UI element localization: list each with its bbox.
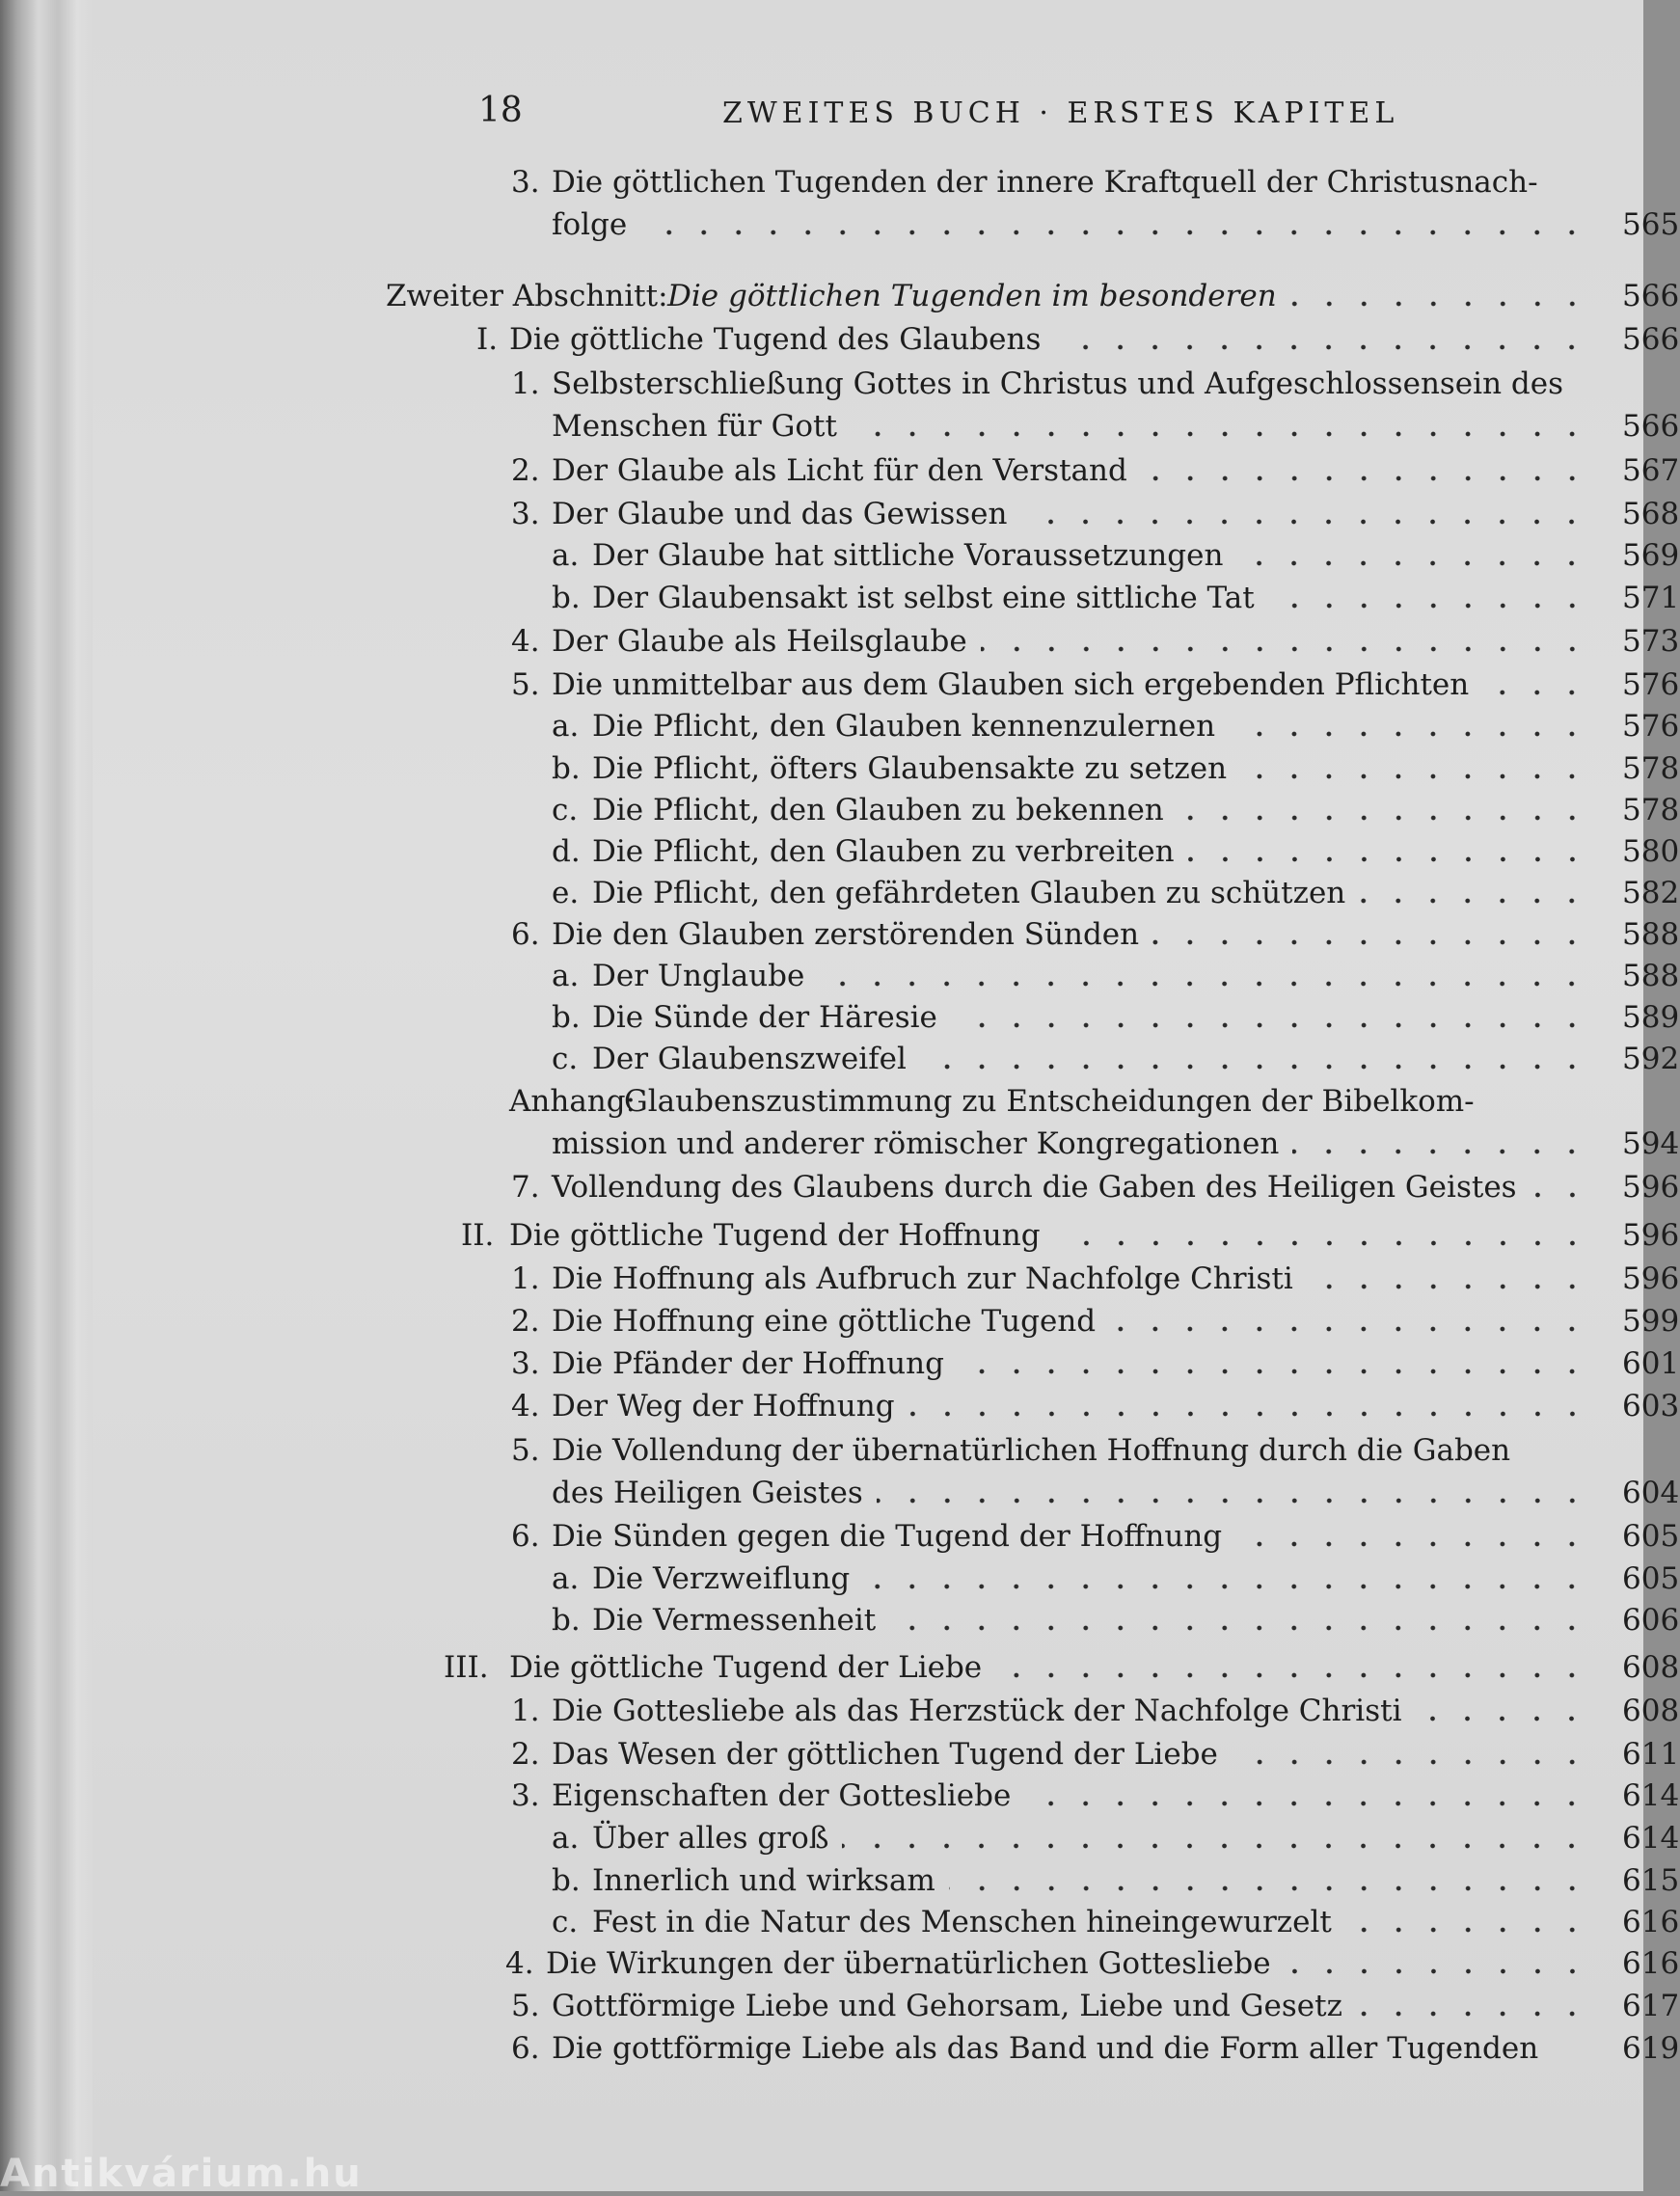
toc-entry-number: II. (461, 1218, 495, 1253)
toc-entry (93, 2027, 1680, 2070)
toc-page-number: 566 (1622, 409, 1680, 444)
toc-entry (93, 620, 1680, 663)
toc-entry-title: Menschen für Gott (552, 409, 837, 444)
toc-entry (93, 405, 1680, 447)
toc-entry-title: Das Wesen der göttlichen Tugend der Liebe (552, 1737, 1218, 1772)
toc-page-number: 617 (1622, 1989, 1680, 2023)
leader-dots (1482, 664, 1591, 706)
toc-entry-title: Der Glaube als Licht für den Verstand (552, 453, 1127, 488)
toc-entry-number: 1. (511, 1261, 540, 1296)
toc-entry (93, 1599, 1680, 1641)
leader-dots (1356, 1985, 1591, 2027)
toc-entry-title: Die den Glauben zerstörenden Sünden (552, 917, 1140, 952)
toc-entry (93, 789, 1680, 831)
toc-entry-title: Die Verzweiflung (592, 1561, 851, 1596)
leader-dots (818, 955, 1591, 997)
toc-entry (93, 747, 1680, 790)
leader-dots (1345, 1901, 1591, 1943)
toc-page-number: 604 (1622, 1476, 1680, 1510)
toc-entry-number: 1. (511, 1694, 540, 1728)
leader-dots (949, 1859, 1591, 1902)
toc-entry (93, 1123, 1680, 1165)
toc-page-number: 608 (1622, 1694, 1680, 1728)
toc-entry (93, 1558, 1680, 1600)
toc-entry (93, 1515, 1680, 1558)
leader-dots (889, 1599, 1591, 1641)
leader-dots (1020, 493, 1591, 535)
toc-entry-number: Zweiter Abschnitt: (386, 279, 668, 313)
toc-entry (93, 872, 1680, 914)
toc-entry-number: 4. (511, 1389, 540, 1423)
leader-dots (1188, 830, 1591, 873)
toc-entry-number: a. (552, 959, 580, 993)
leader-dots (1268, 577, 1591, 619)
toc-entry (93, 1985, 1680, 2027)
toc-entry (93, 705, 1680, 747)
toc-page-number: 589 (1622, 1000, 1680, 1035)
toc-entry-title: Eigenschaften der Gottesliebe (552, 1778, 1012, 1813)
toc-entry-title: Der Glaube und das Gewissen (552, 497, 1008, 531)
page-header (478, 91, 1680, 139)
toc-entry-title: Die göttliche Tugend der Liebe (509, 1650, 983, 1685)
toc-page-number: 588 (1622, 917, 1680, 952)
toc-page-number: 568 (1622, 497, 1680, 531)
leader-dots (981, 620, 1591, 663)
leader-dots (1152, 913, 1591, 956)
leader-dots (1109, 1300, 1591, 1342)
toc-entry-title: Der Weg der Hoffnung (552, 1389, 895, 1423)
leader-dots (958, 1342, 1591, 1385)
leader-dots (1024, 1775, 1591, 1817)
toc-entry-number: 3. (511, 165, 540, 200)
toc-entry-title: Der Glaube hat sittliche Voraussetzungen (592, 538, 1224, 573)
toc-page-number: 596 (1622, 1170, 1680, 1205)
toc-entry-number: 3. (511, 1778, 540, 1813)
toc-entry (93, 830, 1680, 873)
toc-page-number: 596 (1622, 1261, 1680, 1296)
book-gutter-shadow (0, 0, 93, 2191)
toc-entry (93, 1817, 1680, 1859)
toc-entry-number: 7. (511, 1170, 540, 1205)
toc-entry-number: b. (552, 1863, 581, 1898)
toc-entry (93, 318, 1680, 361)
leader-dots (1415, 1690, 1591, 1732)
toc-entry-title: Die Hoffnung als Aufbruch zur Nachfolge Christi (552, 1261, 1293, 1296)
toc-entry (93, 493, 1680, 535)
toc-page-number: 619 (1622, 2031, 1680, 2066)
toc-page-number: 578 (1622, 751, 1680, 786)
page-number: 18 (478, 91, 523, 130)
toc-entry (93, 1038, 1680, 1080)
toc-page-number: 573 (1622, 624, 1680, 659)
toc-page-number: 576 (1622, 709, 1680, 744)
toc-entry-title: Der Glaubenszweifel (592, 1042, 907, 1076)
leader-dots (1229, 705, 1591, 747)
toc-entry-number: 3. (511, 497, 540, 531)
book-page (93, 0, 1680, 2191)
toc-entry-title: Die göttliche Tugend des Glaubens (509, 322, 1042, 357)
toc-entry-number: a. (552, 1561, 580, 1596)
toc-entry-title: Die Pflicht, den Glauben zu verbreiten (592, 834, 1175, 869)
toc-entry (93, 1646, 1680, 1689)
toc-page-number: 580 (1622, 834, 1680, 869)
toc-entry-title: Fest in die Natur des Menschen hineingewurzelt (592, 1905, 1332, 1939)
toc-entry-number: c. (552, 1905, 579, 1939)
toc-entry-number: 3. (511, 1346, 540, 1381)
toc-entry-number: b. (552, 1000, 581, 1035)
leader-dots (1235, 1515, 1591, 1558)
toc-entry-number: 4. (505, 1946, 534, 1981)
toc-page-number: 596 (1622, 1218, 1680, 1253)
toc-entry-number: I. (476, 322, 499, 357)
toc-entry-number: a. (552, 538, 580, 573)
toc-entry-number: c. (552, 793, 579, 827)
leader-dots (1290, 275, 1591, 317)
toc-page-number: 578 (1622, 793, 1680, 827)
toc-entry (93, 1385, 1680, 1427)
toc-entry-number: c. (552, 1042, 579, 1076)
leader-dots (877, 1472, 1591, 1514)
toc-entry-title: Die Pflicht, den gefährdeten Glauben zu schützen (592, 876, 1346, 910)
leader-dots (1232, 1733, 1591, 1776)
toc-entry (93, 203, 1680, 246)
toc-entry-title: Die Pfänder der Hoffnung (552, 1346, 944, 1381)
toc-entry-number: a. (552, 1821, 580, 1856)
toc-entry-title: Der Unglaube (592, 959, 805, 993)
toc-entry-number: Anhang: (509, 1084, 637, 1119)
toc-entry-title: Die Sünde der Häresie (592, 1000, 937, 1035)
toc-page-number: 608 (1622, 1650, 1680, 1685)
toc-entry-number: 2. (511, 453, 540, 488)
toc-entry (93, 1690, 1680, 1732)
leader-dots (1054, 1214, 1591, 1257)
toc-entry-number: a. (552, 709, 580, 744)
leader-dots (842, 1817, 1591, 1859)
toc-entry (93, 913, 1680, 956)
toc-entry-number: d. (552, 834, 581, 869)
toc-entry-title: mission und anderer römischer Kongregationen (552, 1126, 1280, 1161)
toc-entry-number: 2. (511, 1737, 540, 1772)
toc-entry (93, 363, 1674, 405)
leader-dots (1531, 1166, 1591, 1208)
toc-entry-title: Der Glaubensakt ist selbst eine sittliche Tat (592, 581, 1255, 615)
leader-dots (1178, 789, 1591, 831)
toc-entry-number: 6. (511, 2031, 540, 2066)
toc-entry-title: Die Sünden gegen die Tugend der Hoffnung (552, 1519, 1223, 1554)
toc-page-number: 615 (1622, 1863, 1680, 1898)
leader-dots (1307, 1258, 1591, 1300)
leader-dots (1054, 318, 1591, 361)
watermark: Antikvárium.hu (0, 2152, 363, 2196)
leader-dots (1236, 534, 1591, 577)
leader-dots (863, 1558, 1591, 1600)
toc-entry-number: III. (444, 1650, 489, 1685)
toc-page-number: 616 (1622, 1946, 1680, 1981)
toc-entry-title: Der Glaube als Heilsglaube (552, 624, 967, 659)
toc-entry-title: Die gottförmige Liebe als das Band und die Form aller Tugenden (552, 2031, 1539, 2066)
leader-dots (1359, 872, 1591, 914)
toc-entry (93, 1080, 1674, 1123)
toc-entry (93, 275, 1680, 317)
toc-entry-number: 6. (511, 1519, 540, 1554)
toc-entry-number: 5. (511, 1433, 540, 1468)
toc-page-number: 605 (1622, 1561, 1680, 1596)
leader-dots (951, 996, 1591, 1039)
toc-entry-number: b. (552, 1603, 581, 1638)
toc-entry (93, 1258, 1680, 1300)
toc-entry-title: Über alles groß (592, 1821, 829, 1856)
leader-dots (1292, 1123, 1591, 1165)
leader-dots (1240, 747, 1591, 790)
leader-dots (920, 1038, 1591, 1080)
toc-entry-title: des Heiligen Geistes (552, 1476, 863, 1510)
toc-page-number: 566 (1622, 322, 1680, 357)
leader-dots (851, 405, 1591, 447)
toc-entry (93, 1775, 1680, 1817)
toc-page-number: 606 (1622, 1603, 1680, 1638)
toc-entry-number: 5. (511, 1989, 540, 2023)
toc-entry-title: Die Pflicht, den Glauben zu bekennen (592, 793, 1164, 827)
leader-dots (640, 203, 1591, 246)
leader-dots (995, 1646, 1591, 1689)
toc-entry-number: 4. (511, 624, 540, 659)
toc-entry-number: 1. (511, 366, 540, 401)
toc-entry (93, 1214, 1680, 1257)
toc-page-number: 592 (1622, 1042, 1680, 1076)
toc-entry (93, 1472, 1680, 1514)
toc-entry (93, 1942, 1680, 1985)
toc-entry (93, 1342, 1680, 1385)
toc-entry (93, 1166, 1680, 1208)
toc-page-number: 605 (1622, 1519, 1680, 1554)
toc-entry-title: folge (552, 207, 628, 242)
toc-entry-title: Selbsterschließung Gottes in Christus und Aufgeschlossensein des (552, 366, 1563, 401)
toc-page-number: 567 (1622, 453, 1680, 488)
toc-entry (93, 1901, 1680, 1943)
toc-entry-title: Innerlich und wirksam (592, 1863, 935, 1898)
toc-entry-title: Die unmittelbar aus dem Glauben sich ergebenden Pflichten (552, 667, 1470, 702)
toc-entry-number: e. (552, 876, 580, 910)
toc-page-number: 588 (1622, 959, 1680, 993)
leader-dots (1285, 1942, 1591, 1985)
toc-entry-title: Die Pflicht, den Glauben kennenzulernen (592, 709, 1216, 744)
toc-page-number: 594 (1622, 1126, 1680, 1161)
toc-entry (93, 161, 1674, 203)
toc-page-number: 616 (1622, 1905, 1680, 1939)
toc-page-number: 599 (1622, 1304, 1680, 1339)
toc-entry (93, 1300, 1680, 1342)
toc-entry-number: 6. (511, 917, 540, 952)
toc-entry (93, 1429, 1674, 1472)
toc-entry (93, 1733, 1680, 1776)
toc-entry (93, 955, 1680, 997)
toc-page-number: 603 (1622, 1389, 1680, 1423)
toc-entry (93, 449, 1680, 492)
toc-entry (93, 664, 1680, 706)
toc-entry-number: b. (552, 581, 581, 615)
toc-entry-title: Die Hoffnung eine göttliche Tugend (552, 1304, 1097, 1339)
toc-page-number: 569 (1622, 538, 1680, 573)
toc-page-number: 614 (1622, 1778, 1680, 1813)
toc-page-number: 566 (1622, 279, 1680, 313)
toc-entry-title: Vollendung des Glaubens durch die Gaben des Heiligen Geistes (552, 1170, 1517, 1205)
toc-entry (93, 534, 1680, 577)
toc-entry-title: Die Pflicht, öfters Glaubensakte zu setzen (592, 751, 1228, 786)
toc-entry-title: Die Vollendung der übernatürlichen Hoffnung durch die Gaben (552, 1433, 1511, 1468)
running-title: ZWEITES BUCH · ERSTES KAPITEL (722, 96, 1399, 130)
toc-entry-number: 5. (511, 667, 540, 702)
toc-page-number: 565 (1622, 207, 1680, 242)
toc-entry-title: Gottförmige Liebe und Gehorsam, Liebe und Gesetz (552, 1989, 1342, 2023)
toc-entry-title: Die Vermessenheit (592, 1603, 877, 1638)
toc-page-number: 601 (1622, 1346, 1680, 1381)
toc-entry-title: Die göttlichen Tugenden im besonderen (667, 279, 1277, 313)
toc-page-number: 614 (1622, 1821, 1680, 1856)
toc-page-number: 571 (1622, 581, 1680, 615)
toc-page-number: 576 (1622, 667, 1680, 702)
toc-entry (93, 996, 1680, 1039)
toc-entry (93, 577, 1680, 619)
toc-entry-title: Die göttliche Tugend der Hoffnung (509, 1218, 1041, 1253)
toc-entry-number: b. (552, 751, 581, 786)
toc-entry-title: Glaubenszustimmung zu Entscheidungen der Bibelkom- (624, 1084, 1475, 1119)
toc-entry-title: Die Gottesliebe als das Herzstück der Nachfolge Christi (552, 1694, 1402, 1728)
toc-entry-title: Die göttlichen Tugenden der innere Kraftquell der Christusnach- (552, 165, 1538, 200)
leader-dots (908, 1385, 1591, 1427)
toc-entry-title: Die Wirkungen der übernatürlichen Gottesliebe (546, 1946, 1271, 1981)
toc-entry-number: 2. (511, 1304, 540, 1339)
leader-dots (1141, 449, 1591, 492)
toc-page-number: 611 (1622, 1737, 1680, 1772)
toc-page-number: 582 (1622, 876, 1680, 910)
toc-entry (93, 1859, 1680, 1902)
